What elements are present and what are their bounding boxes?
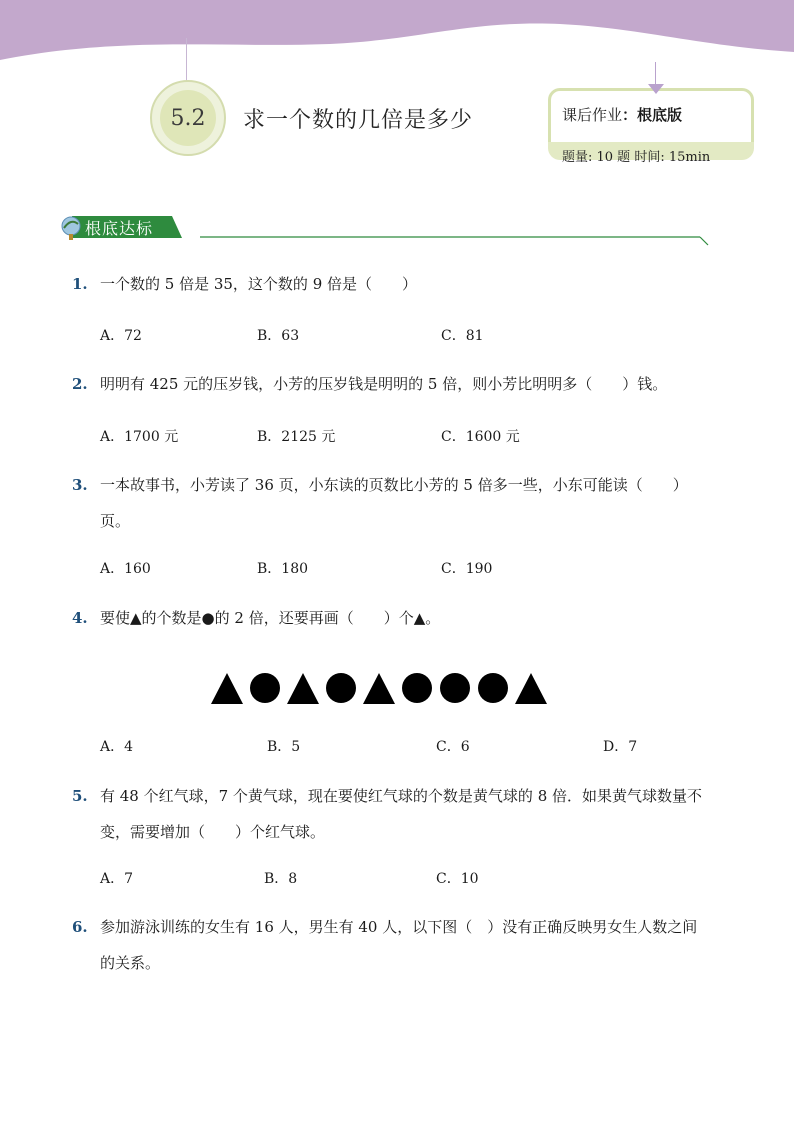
- option-a: A．4: [100, 739, 134, 755]
- circle-shape: [326, 673, 356, 703]
- option-a: A．160: [100, 561, 151, 577]
- question-text: 要使▲的个数是●的 2 倍，还要再画（ ）个▲。: [100, 609, 441, 627]
- triangle-shape: [287, 673, 319, 704]
- circle-shape: [402, 673, 432, 703]
- question-1: [72, 266, 417, 302]
- header-banner: [0, 0, 794, 90]
- option-c: C．6: [436, 739, 470, 755]
- question-text-continued: 变，需要增加（ ）个红气球。: [100, 823, 326, 841]
- question-text: 参加游泳训练的女生有 16 人，男生有 40 人，以下图（ ）没有正确反映男女生人数之间: [100, 918, 698, 936]
- page-title: 求一个数的几倍是多少: [243, 108, 474, 133]
- question-text: 一个数的 5 倍是 35，这个数的 9 倍是（ ）: [100, 275, 418, 293]
- question-2: [72, 366, 667, 402]
- homework-label: [562, 104, 682, 125]
- option-b: B．180: [257, 561, 309, 577]
- option-b: B．8: [264, 871, 298, 887]
- option-b: B．63: [257, 328, 300, 344]
- shape-sequence: [210, 668, 550, 712]
- question-4: [72, 600, 440, 636]
- question-text: 明明有 425 元的压岁钱，小芳的压岁钱是明明的 5 倍，则小芳比明明多（ ）钱。: [100, 375, 668, 393]
- homework-meta: 题量: 10 题 时间: 15min: [562, 150, 711, 165]
- homework-prefix: 课后作业: [562, 106, 623, 124]
- chapter-hanger-line: [186, 38, 188, 82]
- question-3: [72, 467, 688, 530]
- question-number: 3.: [72, 476, 88, 494]
- option-a: A．72: [100, 328, 142, 344]
- triangle-shape: [515, 673, 547, 704]
- option-b: B．5: [267, 739, 301, 755]
- section-tag: [60, 212, 720, 246]
- question-6: [72, 909, 698, 972]
- question-number: 6.: [72, 918, 88, 936]
- option-c: C．1600 元: [441, 429, 520, 445]
- triangle-shape: [211, 673, 243, 704]
- option-c: C．81: [441, 328, 484, 344]
- question-number: 1.: [72, 275, 88, 293]
- section-title: 根底达标: [85, 219, 154, 238]
- option-c: C．10: [436, 871, 479, 887]
- homework-version: ：根底版: [622, 106, 683, 124]
- option-b: B．2125 元: [257, 429, 336, 445]
- question-text-continued: 的关系。: [100, 954, 161, 972]
- question-number: 2.: [72, 375, 88, 393]
- circle-shape: [250, 673, 280, 703]
- chapter-badge: [150, 80, 226, 156]
- homework-hanger-arrow-icon: [648, 84, 664, 94]
- question-text-continued: 页。: [100, 512, 131, 530]
- chapter-number: 5.2: [160, 90, 216, 146]
- triangle-shape: [363, 673, 395, 704]
- question-text: 有 48 个红气球，7 个黄气球，现在要使红气球的个数是黄气球的 8 倍．如果黄气球数量不: [100, 787, 703, 805]
- question-number: 4.: [72, 609, 88, 627]
- option-c: C．190: [441, 561, 493, 577]
- question-5: [72, 778, 703, 841]
- option-d: D．7: [603, 739, 638, 755]
- question-text: 一本故事书，小芳读了 36 页，小东读的页数比小芳的 5 倍多一些，小东可能读（ ）: [100, 476, 688, 494]
- circle-shape: [440, 673, 470, 703]
- option-a: A．1700 元: [100, 429, 179, 445]
- option-a: A．7: [100, 871, 134, 887]
- circle-shape: [478, 673, 508, 703]
- question-number: 5.: [72, 787, 88, 805]
